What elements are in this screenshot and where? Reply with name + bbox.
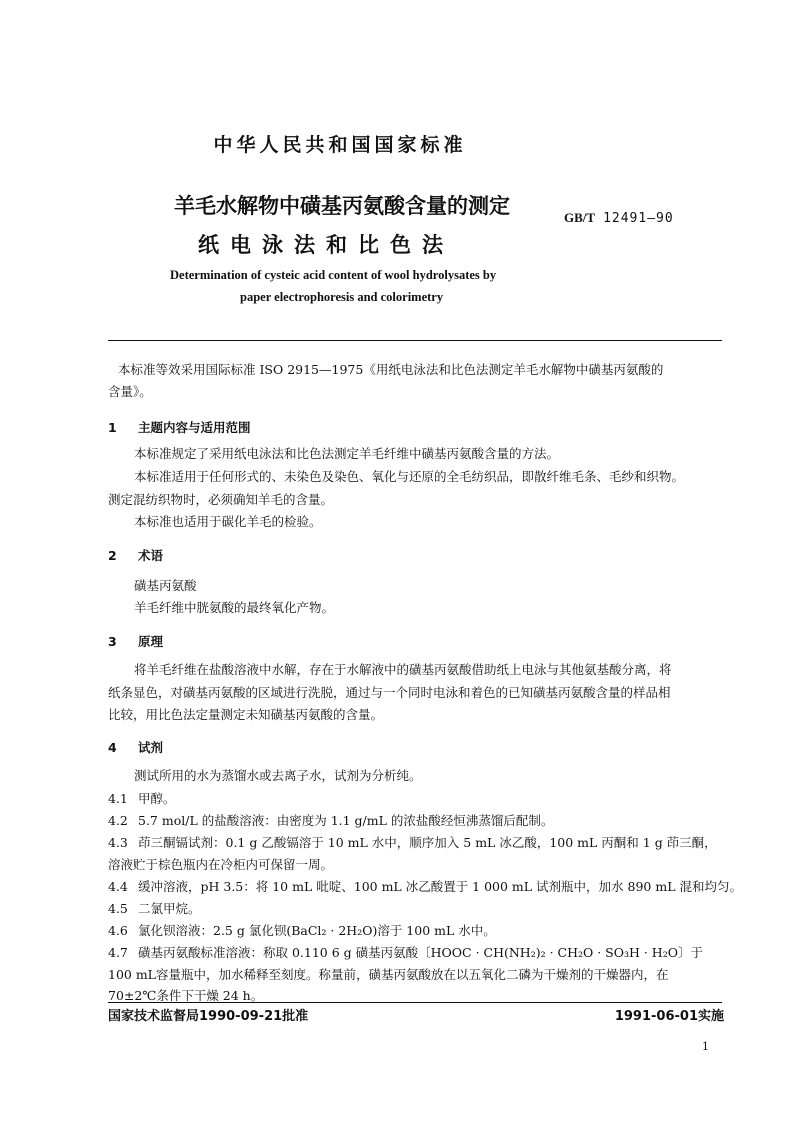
section-1-line1: 本标准规定了采用纸电泳法和比色法测定羊毛纤维中磺基丙氨酸含量的方法。 <box>134 446 560 461</box>
item-number: 4.5 <box>108 901 128 916</box>
reagent-item <box>108 789 176 809</box>
item-text: 甲醇。 <box>138 791 176 806</box>
section-2-definition: 羊毛纤维中胱氨酸的最终氧化产物。 <box>134 600 335 615</box>
section-4-intro: 测试所用的水为蒸馏水或去离子水，试剂为分析纯。 <box>134 768 422 783</box>
reagent-item <box>108 943 703 963</box>
item-text: 二氯甲烷。 <box>138 901 201 916</box>
reagent-item-continuation: 70±2℃条件下干燥 24 h。 <box>108 988 264 1003</box>
item-number: 4.6 <box>108 923 128 938</box>
section-title: 主题内容与适用范围 <box>138 420 251 435</box>
reagent-item-continuation: 100 mL容量瓶中，加水稀释至刻度。称量前，磺基丙氨酸放在以五氧化二磷为干燥剂的干燥器内，在 <box>108 967 669 982</box>
standard-number <box>564 210 674 226</box>
item-number: 4.7 <box>108 945 128 960</box>
item-text: 5.7 mol/L 的盐酸溶液：由密度为 1.1 g/mL 的浓盐酸经恒沸蒸馏后配制。 <box>138 813 554 828</box>
national-standard-heading: 中华人民共和国国家标准 <box>213 134 467 156</box>
chinese-title-line1: 羊毛水解物中磺基丙氨酸含量的测定 <box>174 194 510 218</box>
reagent-item-continuation: 溶液贮于棕色瓶内在冷柜内可保留一周。 <box>108 857 334 872</box>
reagent-item <box>108 833 717 853</box>
section-title: 试剂 <box>138 740 164 755</box>
english-title-line1: Determination of cysteic acid content of wool hydrolysates by <box>170 268 497 282</box>
item-number: 4.2 <box>108 813 128 828</box>
standard-code: 12491—90 <box>603 211 674 226</box>
section-3-heading <box>108 632 163 650</box>
footer-divider <box>108 1002 722 1003</box>
english-title-line2: paper electrophoresis and colorimetry <box>240 290 444 304</box>
section-number: 1 <box>108 420 117 435</box>
standard-prefix: GB/T <box>564 210 596 225</box>
section-number: 2 <box>108 548 117 563</box>
section-4-heading <box>108 738 163 756</box>
intro-line1: 本标准等效采用国际标准 ISO 2915—1975《用纸电泳法和比色法测定羊毛水解物中磺基丙氨酸的 <box>118 362 664 377</box>
section-number: 3 <box>108 634 117 649</box>
reagent-item <box>108 877 742 897</box>
implementation-date: 1991-06-01实施 <box>614 1009 724 1024</box>
item-text: 磺基丙氨酸标准溶液：称取 0.110 6 g 磺基丙氨酸〔HOOC · CH(NH₂)₂ · CH₂O · SO₃H · H₂O〕于 <box>138 945 703 960</box>
section-3-line3: 比较，用比色法定量测定未知磺基丙氨酸的含量。 <box>108 707 384 722</box>
section-1-line3: 测定混纺织物时，必须确知羊毛的含量。 <box>108 492 334 507</box>
chinese-title-line2: 纸电泳法和比色法 <box>198 233 454 257</box>
section-1-heading <box>108 418 251 436</box>
page-number: 1 <box>702 1040 709 1053</box>
section-3-line2: 纸条显色，对磺基丙氨酸的区域进行洗脱，通过与一个同时电泳和着色的已知磺基丙氨酸含量的样品相 <box>108 685 671 700</box>
section-title: 术语 <box>138 548 164 563</box>
reagent-item <box>108 921 496 941</box>
section-title: 原理 <box>138 634 164 649</box>
item-text: 茚三酮镉试剂：0.1 g 乙酸镉溶于 10 mL 水中，顺序加入 5 mL 冰乙酸，100 mL 丙酮和 1 g 茚三酮， <box>138 835 717 850</box>
section-2-term: 磺基丙氨酸 <box>134 578 197 593</box>
item-text: 缓冲溶液，pH 3.5：将 10 mL 吡啶、100 mL 冰乙酸置于 1 000 mL 试剂瓶中，加水 890 mL 混和均匀。 <box>138 879 742 894</box>
section-1-line4: 本标准也适用于碳化羊毛的检验。 <box>134 514 322 529</box>
reagent-item <box>108 811 553 831</box>
reagent-item <box>108 899 201 919</box>
intro-line2: 含量》。 <box>108 384 152 399</box>
section-number: 4 <box>108 740 117 755</box>
item-number: 4.1 <box>108 791 128 806</box>
item-number: 4.4 <box>108 879 128 894</box>
section-3-line1: 将羊毛纤维在盐酸溶液中水解，存在于水解液中的磺基丙氨酸借助纸上电泳与其他氨基酸分离，将 <box>134 662 672 677</box>
header-divider <box>108 340 722 341</box>
item-text: 氯化钡溶液：2.5 g 氯化钡(BaCl₂ · 2H₂O)溶于 100 mL 水中。 <box>138 923 496 938</box>
section-1-line2: 本标准适用于任何形式的、未染色及染色、氧化与还原的全毛纺织品，即散纤维毛条、毛纱和织物。 <box>134 469 685 484</box>
section-2-heading <box>108 546 163 564</box>
approval-date: 国家技术监督局1990-09-21批准 <box>108 1009 309 1024</box>
item-number: 4.3 <box>108 835 128 850</box>
